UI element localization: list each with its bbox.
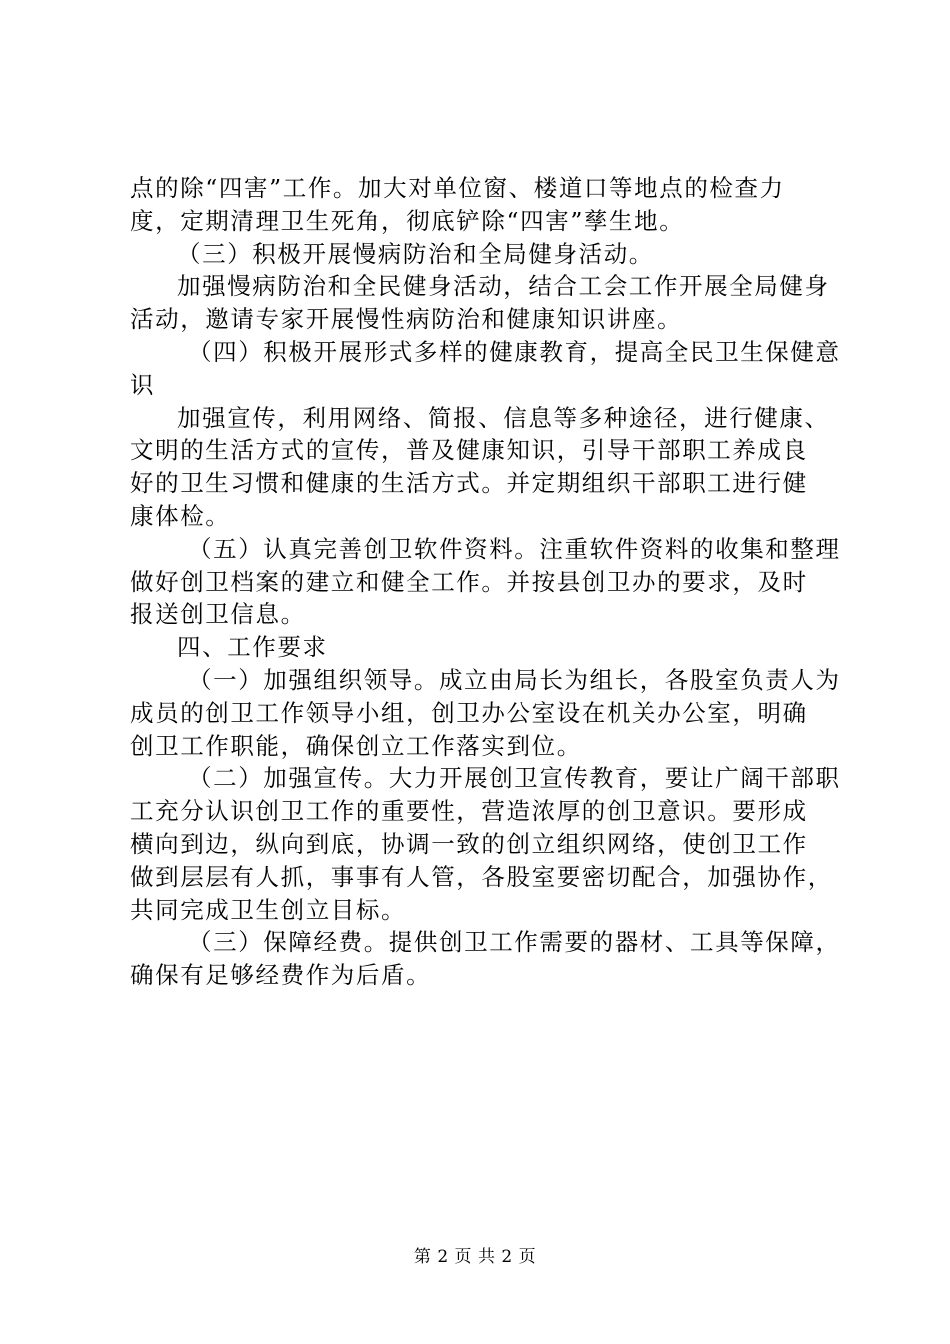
- paragraph-line: 成员的创卫工作领导小组，创卫办公室设在机关办公室，明确: [130, 698, 808, 727]
- paragraph-line: 活动，邀请专家开展慢性病防治和健康知识讲座。: [130, 305, 683, 334]
- section-heading-4: （四）积极开展形式多样的健康教育，提高全民卫生保健意: [188, 337, 841, 366]
- paragraph-line: 共同完成卫生创立目标。: [130, 895, 407, 924]
- paragraph-line: 创卫工作职能，确保创立工作落实到位。: [130, 731, 582, 760]
- paragraph-line: 点的除“四害”工作。加大对单位窗、楼道口等地点的检查力: [130, 174, 785, 202]
- paragraph-line: 做到层层有人抓，事事有人管，各股室要密切配合，加强协作，: [130, 862, 833, 891]
- paragraph-line: 横向到边，纵向到底，协调一致的创立组织网络，使创卫工作: [130, 829, 808, 858]
- chapter-heading: 四、工作要求: [177, 633, 328, 662]
- document-body: [130, 172, 850, 992]
- paragraph-line: 报送创卫信息。: [130, 600, 306, 629]
- paragraph-line: 做好创卫档案的建立和健全工作。并按县创卫办的要求，及时: [130, 567, 808, 596]
- requirement-heading-1: （一）加强组织领导。成立由局长为组长，各股室负责人为: [188, 665, 841, 694]
- paragraph-line: 识: [130, 370, 156, 399]
- section-heading-3: （三）积极开展慢病防治和全局健身活动。: [177, 239, 654, 268]
- paragraph-line: 加强宣传，利用网络、简报、信息等多种途径，进行健康、: [177, 403, 830, 432]
- requirement-heading-2: （二）加强宣传。大力开展创卫宣传教育，要让广阔干部职: [188, 764, 841, 793]
- requirement-heading-3: （三）保障经费。提供创卫工作需要的器材、工具等保障，: [188, 928, 841, 957]
- section-heading-5: （五）认真完善创卫软件资料。注重软件资料的收集和整理: [188, 534, 841, 563]
- paragraph-line: 文明的生活方式的宣传，普及健康知识，引导干部职工养成良: [130, 436, 808, 465]
- paragraph-line: 康体检。: [130, 501, 231, 530]
- page-number-footer: 第 2 页 共 2 页: [413, 1247, 537, 1267]
- paragraph-line: 度，定期清理卫生死角，彻底铲除“四害”孳生地。: [130, 206, 685, 235]
- paragraph-line: 加强慢病防治和全民健身活动，结合工会工作开展全局健身: [177, 272, 830, 301]
- paragraph-line: 确保有足够经费作为后盾。: [130, 961, 432, 990]
- paragraph-line: 好的卫生习惯和健康的生活方式。并定期组织干部职工进行健: [130, 469, 808, 498]
- paragraph-line: 工充分认识创卫工作的重要性，营造浓厚的创卫意识。要形成: [130, 797, 808, 826]
